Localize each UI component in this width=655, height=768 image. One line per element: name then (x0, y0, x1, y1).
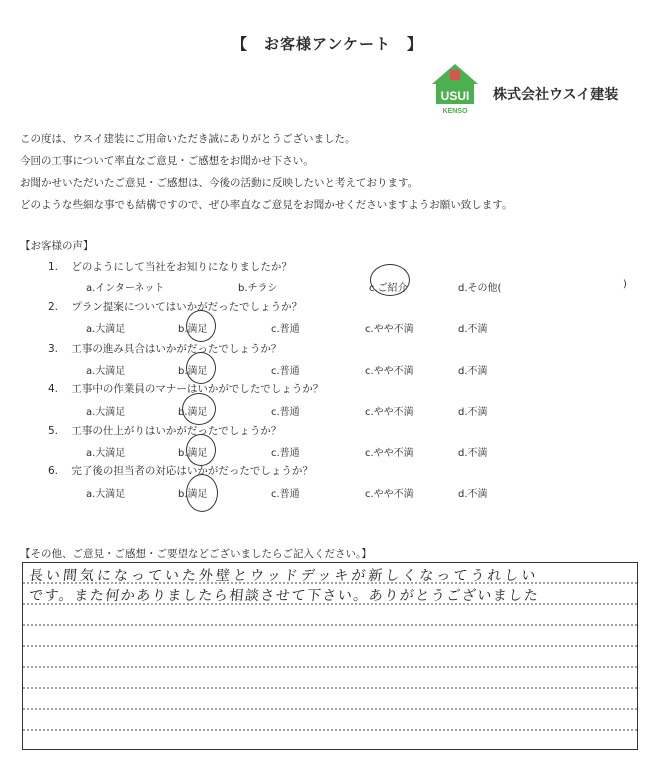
handwritten-comment-line: です。また何かありましたら相談させて下さい。ありがとうございました (28, 588, 541, 604)
question-number: 4. (48, 383, 59, 395)
option-c[interactable]: c.ご紹介 (369, 283, 408, 294)
question-number: 3. (48, 343, 59, 355)
option-c[interactable]: c.普通 (271, 489, 300, 500)
selection-circle (186, 474, 218, 512)
voice-header: 【お客様の声】 (20, 240, 94, 252)
logo-chimney-brush (450, 70, 460, 80)
intro-line: お聞かせいただいたご意見・ご感想は、今後の活動に反映したいと考えております。 (20, 177, 419, 189)
question-text: 完了後の担当者の対応はいかがだったでしょうか？ (71, 465, 313, 477)
option-b[interactable]: b.満足 (178, 324, 208, 335)
question-5 (48, 423, 281, 438)
company-name: 株式会社ウスイ建装 (493, 87, 619, 103)
option-d[interactable]: d.不満 (458, 407, 488, 418)
selection-circle (186, 434, 216, 466)
question-text: 工事の仕上がりはいかがだったでしょうか？ (71, 425, 282, 437)
comments-box[interactable] (22, 562, 638, 750)
selection-circle (182, 393, 216, 425)
option-d[interactable]: d.その他( (458, 283, 502, 294)
option-a[interactable]: a.大満足 (86, 448, 126, 459)
question-number: 6. (48, 465, 59, 477)
option-c[interactable]: c.普通 (271, 366, 300, 377)
option-c[interactable]: c.普通 (271, 448, 300, 459)
option-d[interactable]: d.不満 (458, 489, 488, 500)
intro-line: 今回の工事について率直なご意見・ご感想をお聞かせ下さい。 (20, 155, 314, 167)
question-text: 工事の進み具合はいかがだったでしょうか？ (71, 343, 282, 355)
option-c2[interactable]: c.やや不満 (365, 489, 414, 500)
question-number: 1. (48, 261, 59, 273)
company-logo (430, 62, 480, 116)
logo-text: USUI (440, 89, 470, 103)
question-6 (48, 463, 313, 478)
option-a[interactable]: a.大満足 (86, 366, 126, 377)
question-number: 2. (48, 301, 59, 313)
option-b[interactable]: b.満足 (178, 489, 208, 500)
option-b[interactable]: b.満足 (178, 448, 208, 459)
handwritten-comment-line: 長い間気になっていた外壁とウッドデッキが新しくなってうれしい (28, 568, 540, 584)
survey-title: 【 お客様アンケート 】 (231, 35, 424, 53)
question-text: プラン提案についてはいかがだったでしょうか？ (71, 301, 303, 313)
option-a[interactable]: a.インターネット (86, 283, 165, 294)
question-4 (48, 381, 323, 396)
other-close-paren: ) (623, 279, 627, 290)
question-number: 5. (48, 425, 59, 437)
option-c[interactable]: c.普通 (271, 324, 300, 335)
option-c2[interactable]: c.やや不満 (365, 324, 414, 335)
logo-subtext: KENSO (442, 108, 468, 115)
selection-circle (186, 310, 216, 342)
question-1 (48, 259, 292, 274)
option-b[interactable]: b.チラシ (238, 283, 278, 294)
question-text: 工事中の作業員のマナーはいかがでしたでしょうか？ (71, 383, 324, 395)
option-d[interactable]: d.不満 (458, 366, 488, 377)
option-c2[interactable]: c.やや不満 (365, 366, 414, 377)
question-text: どのようにして当社をお知りになりましたか？ (71, 261, 292, 273)
option-b[interactable]: b.満足 (178, 407, 208, 418)
selection-circle (186, 352, 216, 384)
option-d[interactable]: d.不満 (458, 324, 488, 335)
intro-line: どのような些細な事でも結構ですので、ぜひ率直なご意見をお聞かせくださいますようお願い致します。 (20, 199, 513, 211)
option-b[interactable]: b.満足 (178, 366, 208, 377)
intro-line: この度は、ウスイ建装にご用命いただき誠にありがとうございました。 (20, 133, 356, 145)
option-c2[interactable]: c.やや不満 (365, 448, 414, 459)
option-a[interactable]: a.大満足 (86, 407, 126, 418)
comments-header: 【その他、ご意見・ご感想・ご要望などございましたらご記入ください。】 (20, 548, 372, 560)
option-c2[interactable]: c.やや不満 (365, 407, 414, 418)
option-c[interactable]: c.普通 (271, 407, 300, 418)
option-d[interactable]: d.不満 (458, 448, 488, 459)
selection-circle (370, 264, 410, 296)
option-a[interactable]: a.大満足 (86, 489, 126, 500)
option-a[interactable]: a.大満足 (86, 324, 126, 335)
question-3 (48, 341, 281, 356)
question-2 (48, 299, 302, 314)
